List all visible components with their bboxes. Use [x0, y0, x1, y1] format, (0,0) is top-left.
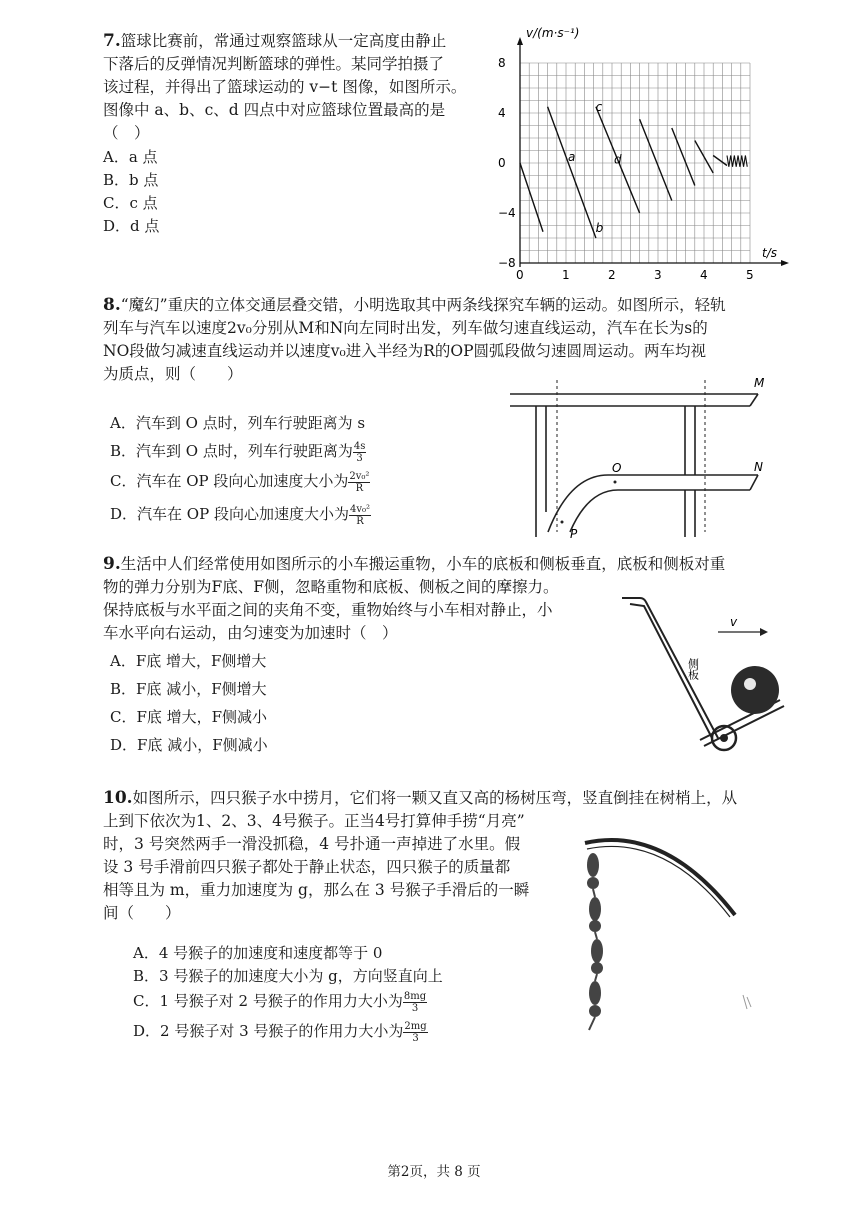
chart-points	[568, 100, 622, 235]
q8-option-d-fraction: $\frac{\text{4v₀²}}{R}$	[349, 503, 370, 527]
q10-option-d[interactable]: D．2 号猴子对 3 号猴子的作用力大小为 $\frac{2mg}{3}$	[133, 1020, 427, 1044]
q8-option-b[interactable]: B．汽车到 O 点时，列车行驶距离为 $\frac{4s}{3}$	[110, 440, 366, 464]
x-tick-label: 4	[700, 268, 708, 282]
chart-grid	[520, 63, 750, 263]
q9-option-b[interactable]: B．F底 减小，F侧增大	[110, 680, 267, 698]
q8-line-2: 列车与汽车以速度2v₀分别从M和N向左同时出发，列车做匀速直线运动，汽车在长为s的	[103, 319, 708, 337]
series-line	[713, 156, 727, 166]
y-tick-label: −8	[498, 256, 516, 270]
q7-line-4: 图像中 a、b、c、d 四点中对应篮球位置最高的是	[103, 101, 446, 119]
q7-bracket: （ ）	[103, 124, 150, 142]
chart-ylabel: v/(m·s⁻¹)	[526, 26, 580, 40]
q10-line-5: 相等且为 m，重力加速度为 g，那么在 3 号猴子手滑后的一瞬	[103, 881, 530, 899]
q10-monkeys-figure	[575, 825, 775, 1040]
point-label-b: b	[595, 221, 604, 235]
series-line	[672, 128, 695, 186]
label-p: P	[570, 527, 578, 541]
label-v: v	[730, 615, 738, 629]
x-axis-arrow	[781, 260, 789, 266]
q9-line-2: 物的弹力分别为F底、F侧，忽略重物和底板、侧板之间的摩擦力。	[103, 578, 559, 596]
q9-number: 9.	[103, 554, 121, 574]
q7-stem	[103, 30, 493, 145]
x-tick-label: 0	[516, 268, 524, 282]
q9-option-a[interactable]: A．F底 增大，F侧增大	[110, 652, 267, 670]
q10-option-b[interactable]: B．3 号猴子的加速度大小为 g，方向竖直向上	[133, 967, 443, 985]
y-tick-label: 4	[498, 106, 506, 120]
q8-number: 8.	[103, 295, 121, 315]
vt-chart	[490, 25, 800, 290]
series-line	[520, 163, 543, 232]
y-tick-label: −4	[498, 206, 516, 220]
x-tick-label: 3	[654, 268, 662, 282]
q10-number: 10.	[103, 788, 133, 808]
q10-line-3: 时，3 号突然两手一滑没抓稳，4 号扑通一声掉进了水里。假	[103, 835, 521, 853]
q8-line-4: 为质点，则（ ）	[103, 365, 243, 383]
label-side-panel: 侧板	[686, 658, 700, 680]
q10-line-2: 上到下依次为1、2、3、4号猴子。正当4号打算伸手捞“月亮”	[103, 812, 525, 830]
q8-line-1: 8.“魔幻”重庆的立体交通层叠交错，小明选取其中两条线探究车辆的运动。如图所示，轻轨	[103, 295, 726, 315]
point-label-c: c	[595, 99, 603, 114]
page-footer: 第2页，共 8 页	[387, 1164, 481, 1180]
q8-option-d[interactable]: D．汽车在 OP 段向心加速度大小为 $\frac{\text{4v₀²}}{R}$	[110, 503, 370, 527]
point-o-dot	[614, 481, 617, 484]
x-tick-label: 5	[746, 268, 754, 282]
q8-option-a[interactable]: A．汽车到 O 点时，列车行驶距离为 s	[110, 414, 366, 432]
q10-option-c[interactable]: C．1 号猴子对 2 号猴子的作用力大小为 $\frac{8mg}{3}$	[133, 990, 427, 1014]
y-tick-label: 0	[498, 156, 506, 170]
x-tick-label: 2	[608, 268, 616, 282]
q9-line-3: 保持底板与水平面之间的夹角不变，重物始终与小车相对静止，小	[103, 601, 553, 619]
label-n: N	[754, 460, 763, 474]
q8-track-figure	[500, 372, 780, 542]
q7-option-b[interactable]: B．b 点	[103, 171, 159, 189]
q7-line-3: 该过程，并得出了篮球运动的 v−t 图像，如图所示。	[103, 78, 467, 96]
q9-option-c[interactable]: C．F底 增大，F侧减小	[110, 708, 268, 726]
chart-ticks	[498, 56, 754, 282]
x-tick-label: 1	[562, 268, 570, 282]
y-tick-label: 8	[498, 56, 506, 70]
q7-option-a[interactable]: A．a 点	[103, 148, 158, 166]
q9-line-4: 车水平向右运动，由匀速变为加速时（ ）	[103, 624, 398, 642]
q8-option-b-fraction: $\frac{4s}{3}$	[353, 440, 366, 464]
chart-xlabel: t/s	[762, 246, 777, 260]
y-axis-arrow	[517, 37, 523, 45]
q10-option-a[interactable]: A．4 号猴子的加速度和速度都等于 0	[133, 944, 383, 962]
label-m: M	[754, 376, 765, 390]
series-line	[548, 107, 596, 238]
q8-option-c[interactable]: C．汽车在 OP 段向心加速度大小为 $\frac{\text{2v₀²}}{R}$	[110, 470, 370, 494]
q10-line-4: 设 3 号手滑前四只猴子都处于静止状态，四只猴子的质量都	[103, 858, 511, 876]
q7-number: 7.	[103, 31, 121, 51]
q10-line-6: 间（ ）	[103, 904, 181, 922]
q10-option-c-fraction: $\frac{8mg}{3}$	[403, 990, 427, 1014]
q9-cart-figure	[600, 588, 800, 758]
q10-line-1: 10.如图所示，四只猴子水中捞月，它们将一颗又直又高的杨树压弯，竖直倒挂在树梢上，从	[103, 788, 738, 808]
series-tail	[727, 156, 747, 167]
q8-option-c-fraction: $\frac{\text{2v₀²}}{R}$	[349, 470, 370, 494]
q10-option-d-fraction: $\frac{2mg}{3}$	[404, 1020, 427, 1044]
q7-line-2: 下落后的反弹情况判断篮球的弹性。某同学拍摄了	[103, 55, 445, 73]
q9-option-d[interactable]: D．F底 减小，F侧减小	[110, 736, 268, 754]
q7-option-d[interactable]: D．d 点	[103, 217, 160, 235]
q9-line-1: 9.生活中人们经常使用如图所示的小车搬运重物，小车的底板和侧板垂直，底板和侧板对重	[103, 554, 726, 574]
point-label-a: a	[568, 149, 576, 164]
ball-icon	[731, 666, 779, 714]
q7-line-1: 7.篮球比赛前，常通过观察篮球从一定高度由静止	[103, 31, 447, 51]
point-p-dot	[561, 521, 564, 524]
label-o: O	[612, 461, 622, 475]
q7-option-c[interactable]: C．c 点	[103, 194, 158, 212]
point-label-d: d	[614, 152, 622, 167]
q8-line-3: NO段做匀减速直线运动并以速度v₀进入半经为R的OP圆弧段做匀速圆周运动。两车均视	[103, 342, 707, 360]
